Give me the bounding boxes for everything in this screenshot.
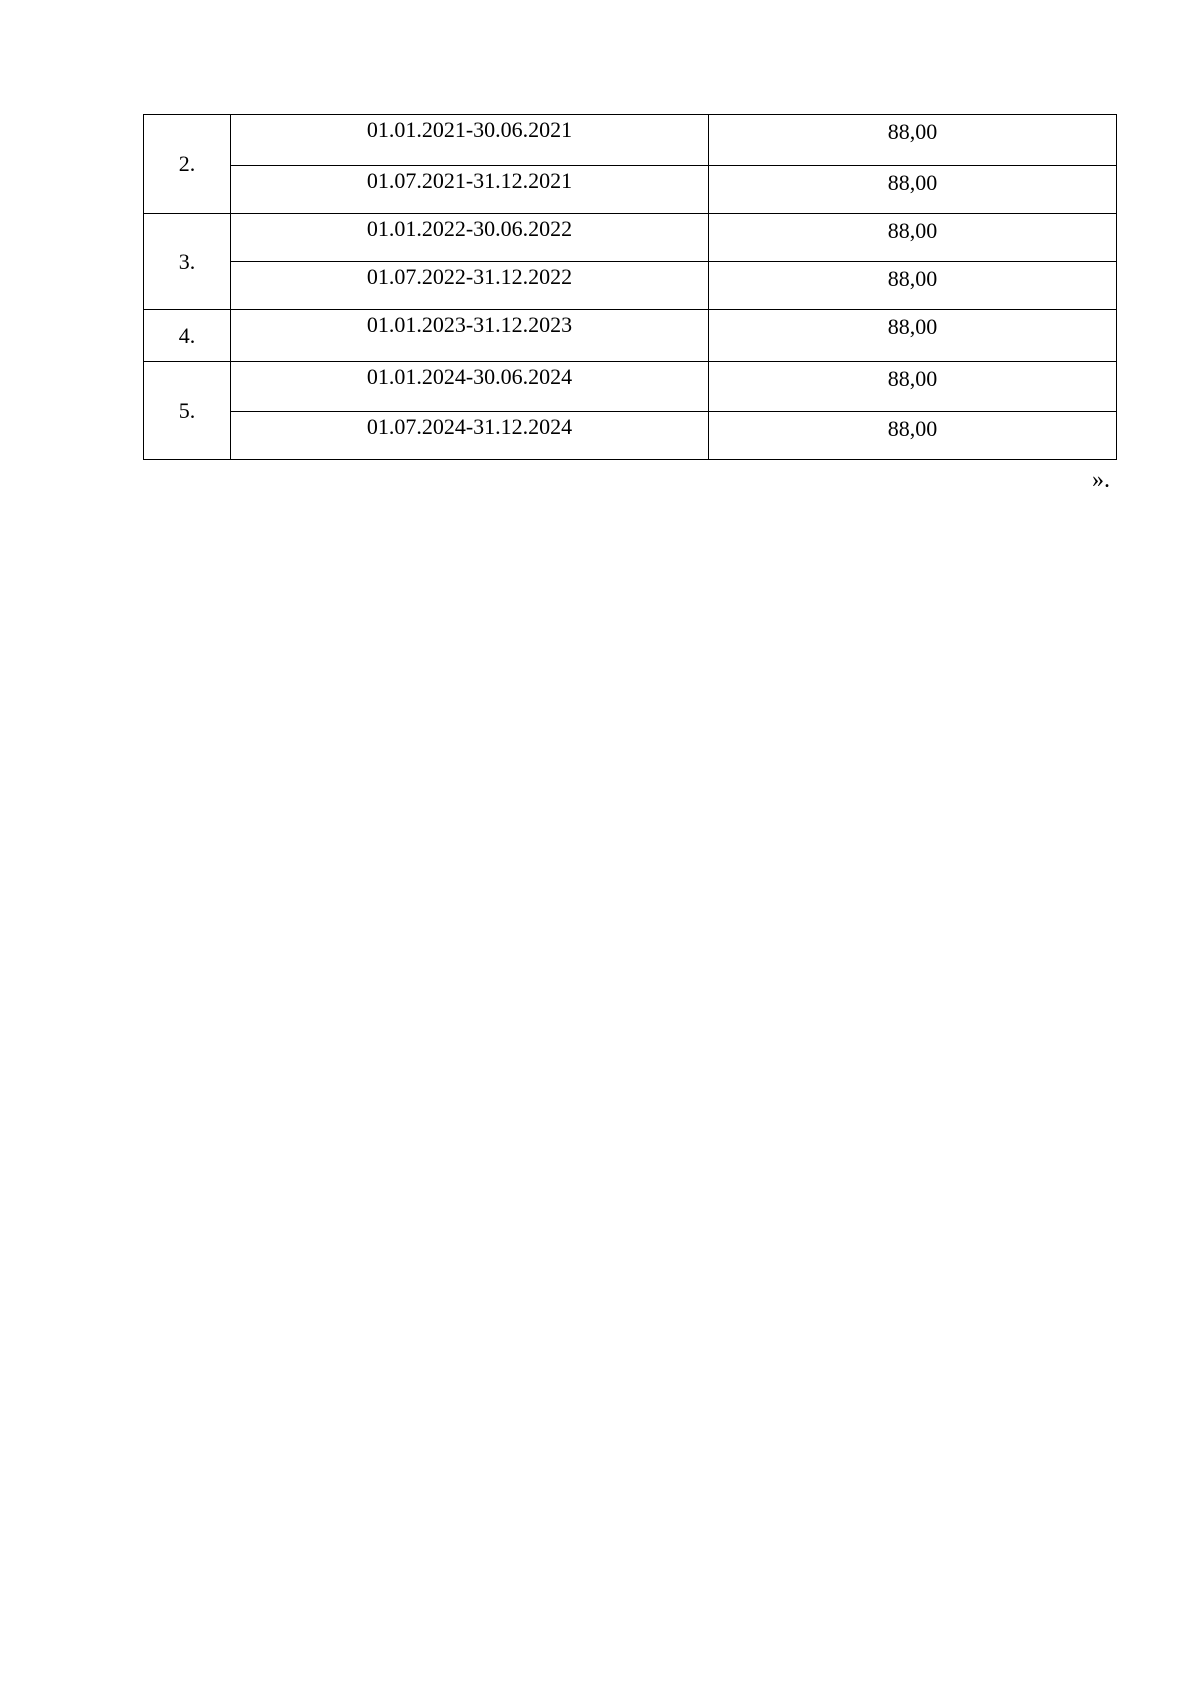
row-number: 3. (144, 214, 231, 310)
rates-table (143, 114, 1117, 460)
value-cell: 88,00 (709, 362, 1117, 412)
closing-quote-mark: ». (1092, 467, 1110, 493)
value-cell: 88,00 (709, 412, 1117, 460)
table-row (144, 310, 1117, 362)
period-cell: 01.01.2022-30.06.2022 (231, 214, 709, 262)
table-row (144, 115, 1117, 166)
value-cell: 88,00 (709, 115, 1117, 166)
table-row (144, 412, 1117, 460)
value-cell: 88,00 (709, 166, 1117, 214)
row-number: 2. (144, 115, 231, 214)
period-cell: 01.01.2023-31.12.2023 (231, 310, 709, 362)
row-number: 5. (144, 362, 231, 460)
period-cell: 01.01.2021-30.06.2021 (231, 115, 709, 166)
table-row (144, 166, 1117, 214)
value-cell: 88,00 (709, 262, 1117, 310)
table-row (144, 262, 1117, 310)
period-cell: 01.07.2024-31.12.2024 (231, 412, 709, 460)
table-row (144, 362, 1117, 412)
table-row (144, 214, 1117, 262)
value-cell: 88,00 (709, 214, 1117, 262)
period-cell: 01.07.2021-31.12.2021 (231, 166, 709, 214)
value-cell: 88,00 (709, 310, 1117, 362)
row-number: 4. (144, 310, 231, 362)
period-cell: 01.07.2022-31.12.2022 (231, 262, 709, 310)
period-cell: 01.01.2024-30.06.2024 (231, 362, 709, 412)
